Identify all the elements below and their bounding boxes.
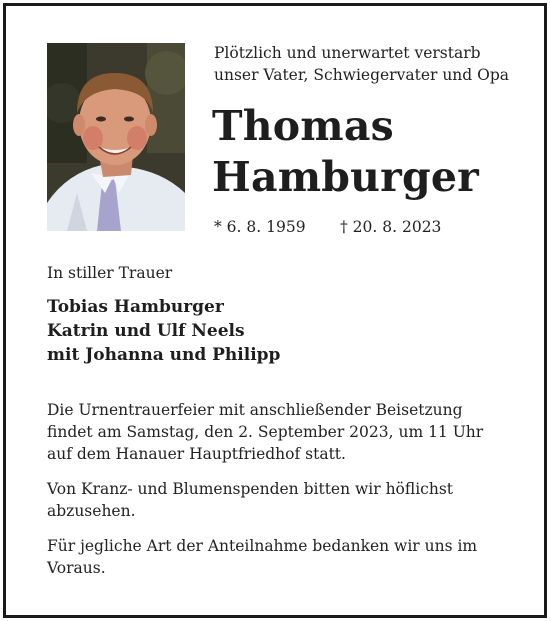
paragraph-line: Die Urnentrauerfeier mit anschließender Beisetzung [47,401,463,419]
funeral-info-paragraph [47,399,487,465]
paragraph-line: Von Kranz- und Blumenspenden bitten wir höflichst [47,480,454,498]
deceased-first-name: Thomas [212,102,394,150]
birth-date: * 6. 8. 1959 [214,218,306,236]
intro-text [214,42,509,86]
mourner-name: Katrin und Ulf Neels [47,321,245,341]
mourning-label: In stiller Trauer [47,264,173,282]
paragraph-line: findet am Samstag, den 2. September 2023, um 11 Uhr [47,423,484,441]
portrait-photo [47,43,185,231]
deceased-name [212,101,479,203]
life-dates [214,217,442,237]
mourner-name: mit Johanna und Philipp [47,345,281,365]
flowers-note-paragraph [47,478,487,522]
paragraph-line: Voraus. [47,559,106,577]
intro-line: unser Vater, Schwiegervater und Opa [214,66,510,84]
paragraph-line: abzusehen. [47,502,136,520]
mourner-name: Tobias Hamburger [47,297,224,317]
paragraph-line: Für jegliche Art der Anteilnahme bedanken wir uns im [47,537,478,555]
deceased-last-name: Hamburger [212,153,479,201]
death-date: † 20. 8. 2023 [340,218,442,236]
intro-line: Plötzlich und unerwartet verstarb [214,44,481,62]
mourner-names [47,295,280,367]
thanks-paragraph [47,535,487,579]
paragraph-line: auf dem Hanauer Hauptfriedhof statt. [47,445,346,463]
